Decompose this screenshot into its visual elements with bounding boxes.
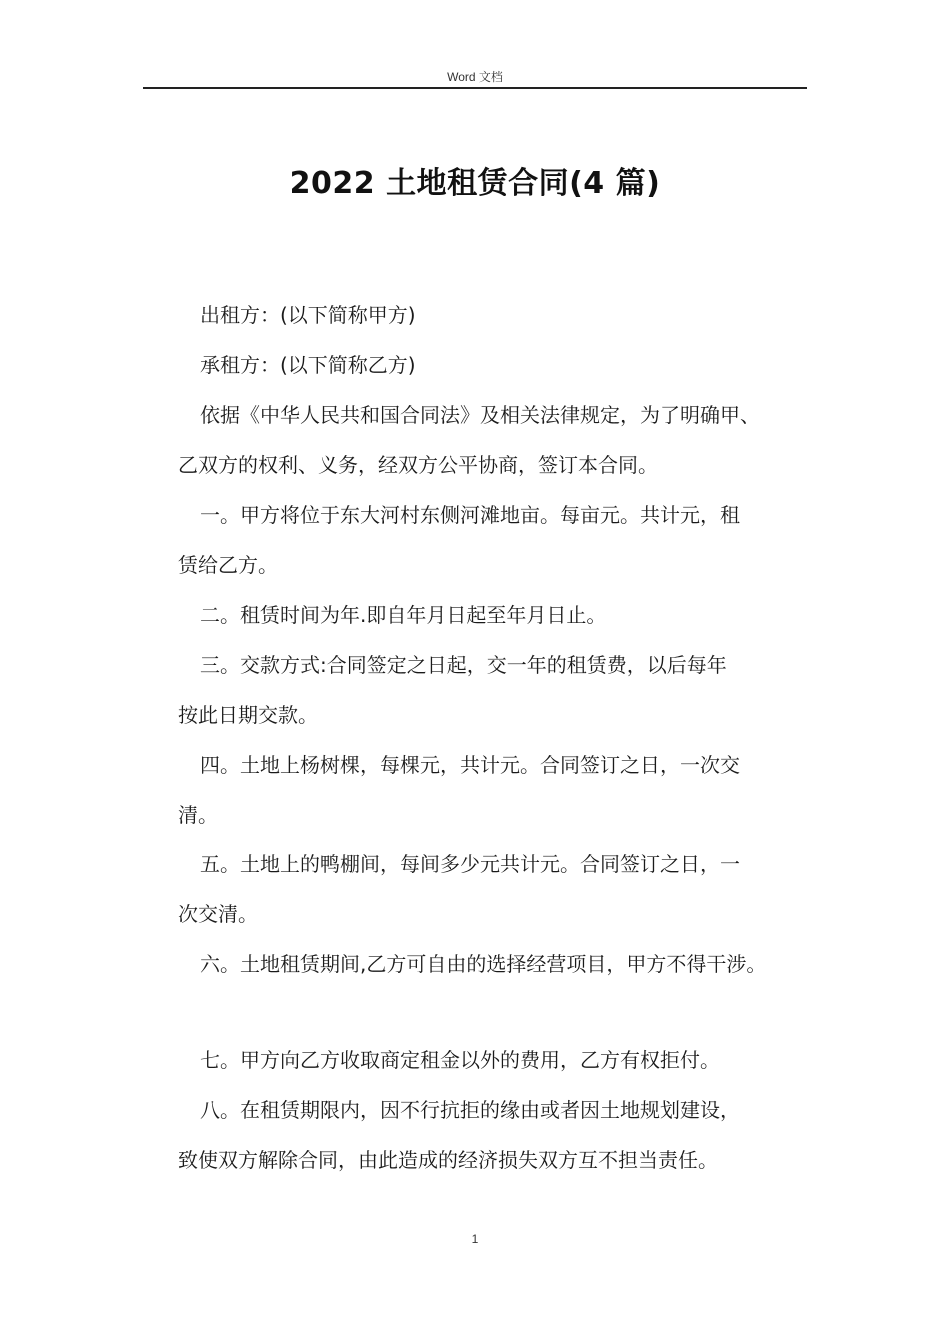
paragraph-line: 次交清。 (178, 902, 258, 926)
clause-3 (178, 640, 818, 740)
paragraph-line: 致使双方解除合同，由此造成的经济损失双方互不担当责任。 (178, 1148, 718, 1172)
clause-5 (178, 839, 818, 939)
paragraph-line: 赁给乙方。 (178, 553, 278, 577)
paragraph-line: 按此日期交款。 (178, 703, 318, 727)
paragraph-line: 四。土地上杨树棵，每棵元，共计元。合同签订之日，一次交 (200, 753, 740, 777)
paragraph-basis (178, 390, 818, 490)
paragraph-line: 乙双方的权利、义务，经双方公平协商，签订本合同。 (178, 453, 658, 477)
paragraph-line: 八。在租赁期限内，因不行抗拒的缘由或者因土地规划建设， (200, 1098, 740, 1122)
page-number: 1 (471, 1232, 479, 1246)
paragraph-line: 五。土地上的鸭棚间，每间多少元共计元。合同签订之日，一 (200, 852, 740, 876)
paragraph-line: 六。土地租赁期间,乙方可自由的选择经营项目，甲方不得干涉。 (200, 952, 767, 976)
document-title: 2022 土地租赁合同(4 篇) (289, 166, 661, 201)
paragraph-line: 出租方：(以下简称甲方) (200, 303, 416, 327)
paragraph-line: 二。租赁时间为年.即自年月日起至年月日止。 (200, 603, 607, 627)
paragraph-line: 清。 (178, 803, 218, 827)
clause-1 (178, 490, 818, 590)
paragraph-line: 一。甲方将位于东大河村东侧河滩地亩。每亩元。共计元，租 (200, 503, 740, 527)
paragraph-line: 三。交款方式:合同签定之日起，交一年的租赁费，以后每年 (200, 653, 727, 677)
paragraph-lessee (178, 340, 818, 390)
paragraph-line: 承租方：(以下简称乙方) (200, 353, 416, 377)
page-header: Word 文档 (447, 70, 503, 84)
clause-4 (178, 740, 818, 840)
clause-7 (178, 1035, 818, 1085)
paragraph-line: 七。甲方向乙方收取商定租金以外的费用，乙方有权拒付。 (200, 1048, 720, 1072)
clause-8 (178, 1085, 818, 1185)
clause-2 (178, 590, 818, 640)
clause-6 (178, 939, 818, 989)
paragraph-line: 依据《中华人民共和国合同法》及相关法律规定，为了明确甲、 (200, 403, 760, 427)
paragraph-lessor (178, 290, 818, 340)
header-divider (143, 87, 807, 89)
